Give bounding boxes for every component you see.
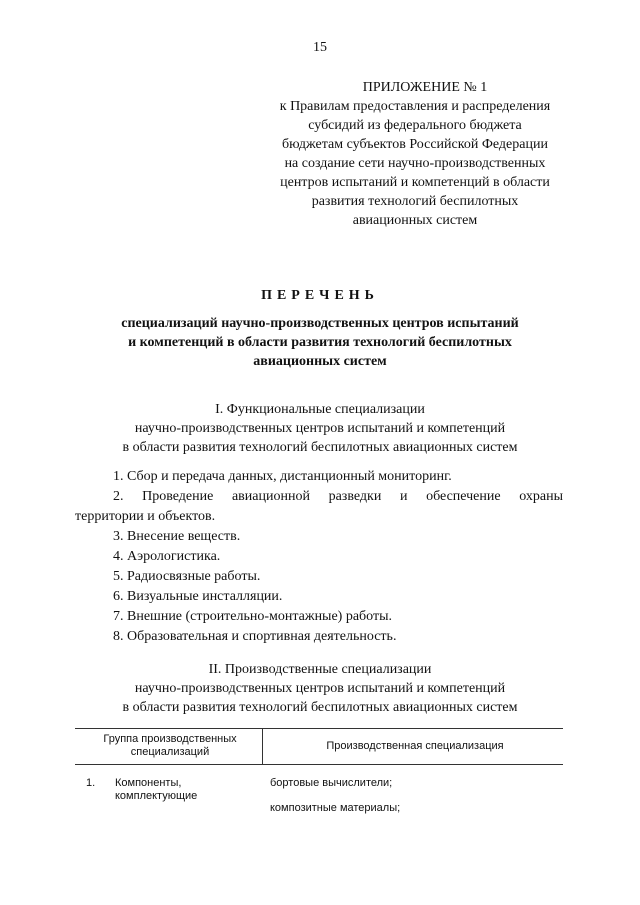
annex-block	[250, 78, 580, 230]
section-1-heading	[60, 400, 580, 457]
document-heading: ПЕРЕЧЕНЬ	[261, 288, 379, 303]
annex-line: субсидий из федерального бюджета	[308, 118, 522, 133]
table-row-specializations	[270, 777, 560, 827]
section-heading-line: I. Функциональные специализации	[215, 402, 425, 417]
list-item: 6. Визуальные инсталляции.	[113, 589, 283, 604]
section-2-heading	[60, 660, 580, 717]
list-item: 8. Образовательная и спортивная деятельность.	[113, 629, 397, 644]
table-header-specialization: Производственная специализация	[326, 740, 504, 752]
table-cell-spec: бортовые вычислители;	[270, 777, 393, 789]
list-item-continuation: территории и объектов.	[75, 509, 216, 524]
subheading-line: авиационных систем	[253, 354, 387, 369]
section-heading-line: научно-производственных центров испытаний и компетенций	[134, 421, 506, 436]
list-item: 3. Внесение веществ.	[113, 529, 241, 544]
table-header-line: Группа производственных	[103, 733, 237, 745]
annex-line: к Правилам предоставления и распределения	[279, 99, 551, 114]
list-item: 2. Проведение авиационной разведки и обеспечение охраны	[113, 489, 563, 504]
table-header-group	[85, 733, 255, 759]
annex-title: ПРИЛОЖЕНИЕ № 1	[362, 80, 488, 95]
subheading-line: специализаций научно-производственных центров испытаний	[121, 316, 519, 331]
section-heading-line: в области развития технологий беспилотных авиационных систем	[122, 440, 518, 455]
section-heading-line: II. Производственные специализации	[208, 662, 432, 677]
subheading-line: и компетенций в области развития технологий беспилотных	[128, 335, 512, 350]
annex-line: авиационных систем	[352, 213, 478, 228]
page-number: 15	[313, 40, 327, 55]
table-header-line: специализаций	[130, 746, 210, 758]
annex-line: бюджетам субъектов Российской Федерации	[282, 137, 548, 152]
document-subheading	[80, 314, 560, 371]
list-item: 4. Аэрологистика.	[113, 549, 221, 564]
list-item: 7. Внешние (строительно-монтажные) работы.	[113, 609, 393, 624]
table-row-group	[115, 777, 255, 803]
annex-line: развития технологий беспилотных	[311, 194, 519, 209]
table-column-separator	[262, 728, 263, 764]
list-item: 5. Радиосвязные работы.	[113, 569, 261, 584]
table-top-rule	[75, 728, 563, 729]
table-row-number: 1.	[86, 777, 96, 789]
section-heading-line: в области развития технологий беспилотных авиационных систем	[122, 700, 518, 715]
table-cell-line: Компоненты,	[115, 777, 182, 789]
annex-line: на создание сети научно-производственных	[284, 156, 546, 171]
annex-line: центров испытаний и компетенций в области	[280, 175, 550, 190]
section-heading-line: научно-производственных центров испытаний и компетенций	[134, 681, 506, 696]
table-header-rule	[75, 764, 563, 765]
table-cell-line: комплектующие	[115, 790, 198, 802]
functional-specializations-list	[75, 467, 563, 647]
table-cell-spec: композитные материалы;	[270, 802, 401, 814]
list-item: 1. Сбор и передача данных, дистанционный мониторинг.	[113, 469, 452, 484]
